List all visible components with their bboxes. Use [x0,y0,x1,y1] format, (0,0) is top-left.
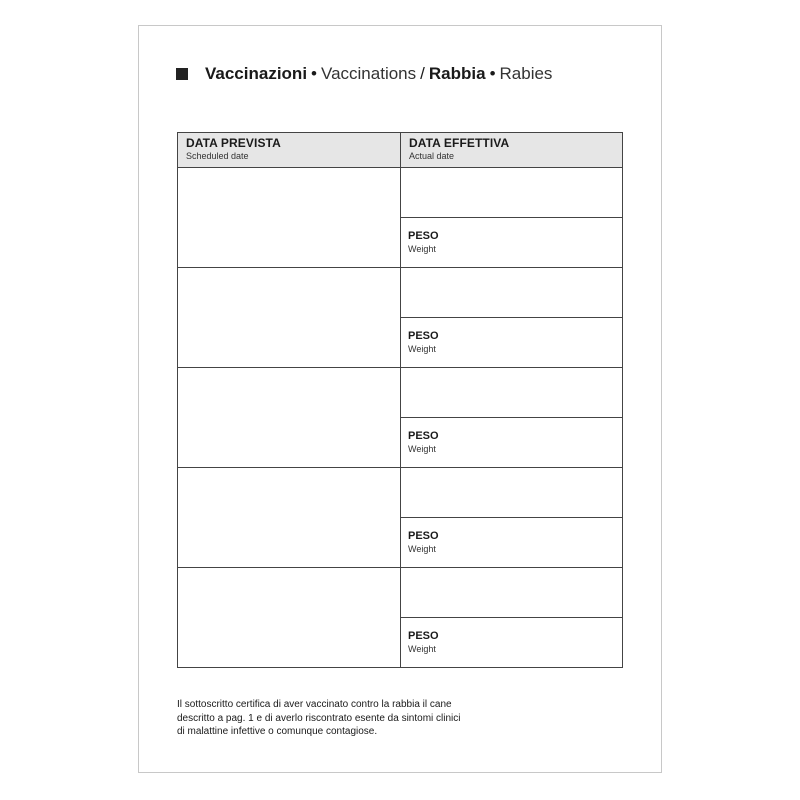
vaccination-row [178,368,623,418]
actual-date-header [401,133,623,168]
actual-date-cell[interactable] [401,268,623,318]
weight-label: PESO [408,430,439,442]
scheduled-date-cell[interactable] [178,468,401,568]
weight-sublabel: Weight [408,344,436,354]
actual-date-cell[interactable] [401,168,623,218]
heading-bullet: • [311,64,317,83]
certification-text [177,698,537,739]
scheduled-date-sublabel: Scheduled date [186,151,249,161]
vaccination-row [178,468,623,518]
weight-sublabel: Weight [408,644,436,654]
heading-bullet: • [489,64,496,83]
weight-cell[interactable] [401,518,623,568]
weight-label: PESO [408,630,439,642]
scheduled-date-header [178,133,401,168]
actual-date-label: DATA EFFETTIVA [409,136,510,150]
certification-line: Il sottoscritto certifica di aver vaccinato contro la rabbia il cane [177,699,452,710]
vaccination-row [178,568,623,618]
vaccination-table [177,132,623,668]
scheduled-date-cell[interactable] [178,268,401,368]
weight-cell[interactable] [401,318,623,368]
weight-cell[interactable] [401,418,623,468]
weight-sublabel: Weight [408,244,436,254]
certification-line: di malattine infettive o comunque contagiose. [177,726,378,737]
vaccination-row [178,268,623,318]
actual-date-cell[interactable] [401,568,623,618]
scheduled-date-cell[interactable] [178,368,401,468]
weight-label: PESO [408,530,439,542]
scheduled-date-cell[interactable] [178,168,401,268]
certification-line: descritto a pag. 1 e di averlo riscontrato esente da sintomi clinici [177,712,461,724]
heading-vaccinations-it: Vaccinazioni [205,64,308,83]
actual-date-cell[interactable] [401,468,623,518]
weight-label: PESO [408,230,439,242]
scheduled-date-cell[interactable] [178,568,401,668]
weight-sublabel: Weight [408,544,436,554]
heading-rabies-en: Rabies [499,64,553,83]
heading-square-icon [176,68,188,80]
weight-label: PESO [408,330,439,342]
heading-slash: / [420,64,425,83]
section-heading [176,63,552,85]
weight-cell[interactable] [401,618,623,668]
heading-rabies-it: Rabbia [428,64,486,83]
actual-date-cell[interactable] [401,368,623,418]
vaccination-row [178,168,623,218]
table-header-row [178,133,623,168]
actual-date-sublabel: Actual date [409,151,455,161]
weight-sublabel: Weight [408,444,436,454]
heading-vaccinations-en: Vaccinations [321,64,417,83]
weight-cell[interactable] [401,218,623,268]
scheduled-date-label: DATA PREVISTA [186,136,281,150]
